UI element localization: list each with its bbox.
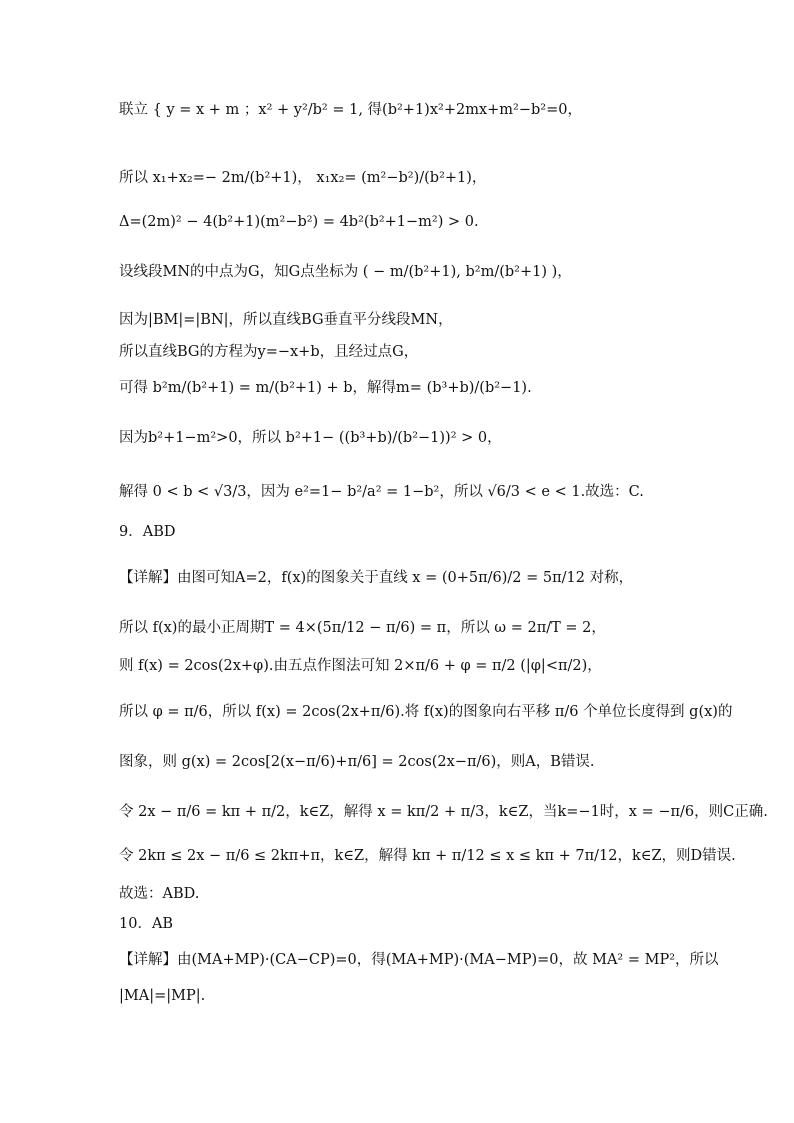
text-line-19: 10．AB — [119, 916, 174, 932]
text-line-1: 联立 { y = x + m ；x² + y²/b² = 1, 得(b²+1)x²+2mx+m²−b²=0， — [119, 102, 582, 118]
text-line-13: 则 f(x) = 2cos(2x+φ).由五点作图法可知 2×π/6 + φ = π/2 (|φ|<π/2)， — [119, 658, 602, 674]
text-line-9: 解得 0 < b < √3/3，因为 e²=1− b²/a² = 1−b²，所以 √6/3 < e < 1.故选：C. — [119, 484, 644, 500]
text-line-6: 所以直线BG的方程为y=−x+b，且经过点G， — [119, 344, 419, 360]
text-line-3: Δ=(2m)² − 4(b²+1)(m²−b²) = 4b²(b²+1−m²) > 0. — [119, 214, 479, 230]
text-line-15: 图象，则 g(x) = 2cos[2(x−π/6)+π/6] = 2cos(2x−π/6)，则A，B错误. — [119, 754, 595, 770]
text-line-10: 9．ABD — [119, 524, 176, 540]
text-line-20: 【详解】由(MA+MP)·(CA−CP)=0，得(MA+MP)·(MA−MP)=0，故 MA² = MP²，所以 — [119, 952, 719, 968]
text-line-8: 因为b²+1−m²>0，所以 b²+1− ((b³+b)/(b²−1))² > 0， — [119, 430, 502, 446]
text-line-18: 故选：ABD. — [119, 886, 200, 902]
text-line-11: 【详解】由图可知A=2，f(x)的图象关于直线 x = (0+5π/6)/2 = 5π/12 对称， — [119, 570, 634, 586]
text-line-21: |MA|=|MP|. — [119, 988, 206, 1004]
text-line-4: 设线段MN的中点为G，知G点坐标为 ( − m/(b²+1), b²m/(b²+1) )， — [119, 264, 572, 280]
text-line-12: 所以 f(x)的最小正周期T = 4×(5π/12 − π/6) = π，所以 ω = 2π/T = 2， — [119, 620, 606, 636]
text-line-2: 所以 x₁+x₂=− 2m/(b²+1)， x₁x₂= (m²−b²)/(b²+1)， — [119, 170, 487, 186]
text-line-14: 所以 φ = π/6，所以 f(x) = 2cos(2x+π/6).将 f(x)的图象向右平移 π/6 个单位长度得到 g(x)的 — [119, 704, 733, 720]
text-line-7: 可得 b²m/(b²+1) = m/(b²+1) + b，解得m= (b³+b)/(b²−1). — [119, 380, 532, 396]
text-line-5: 因为|BM|=|BN|，所以直线BG垂直平分线段MN， — [119, 312, 453, 328]
text-line-16: 令 2x − π/6 = kπ + π/2，k∈Z，解得 x = kπ/2 + π/3，k∈Z，当k=−1时，x = −π/6，则C正确. — [119, 804, 768, 820]
text-line-17: 令 2kπ ≤ 2x − π/6 ≤ 2kπ+π，k∈Z，解得 kπ + π/12 ≤ x ≤ kπ + 7π/12，k∈Z，则D错误. — [119, 848, 736, 864]
